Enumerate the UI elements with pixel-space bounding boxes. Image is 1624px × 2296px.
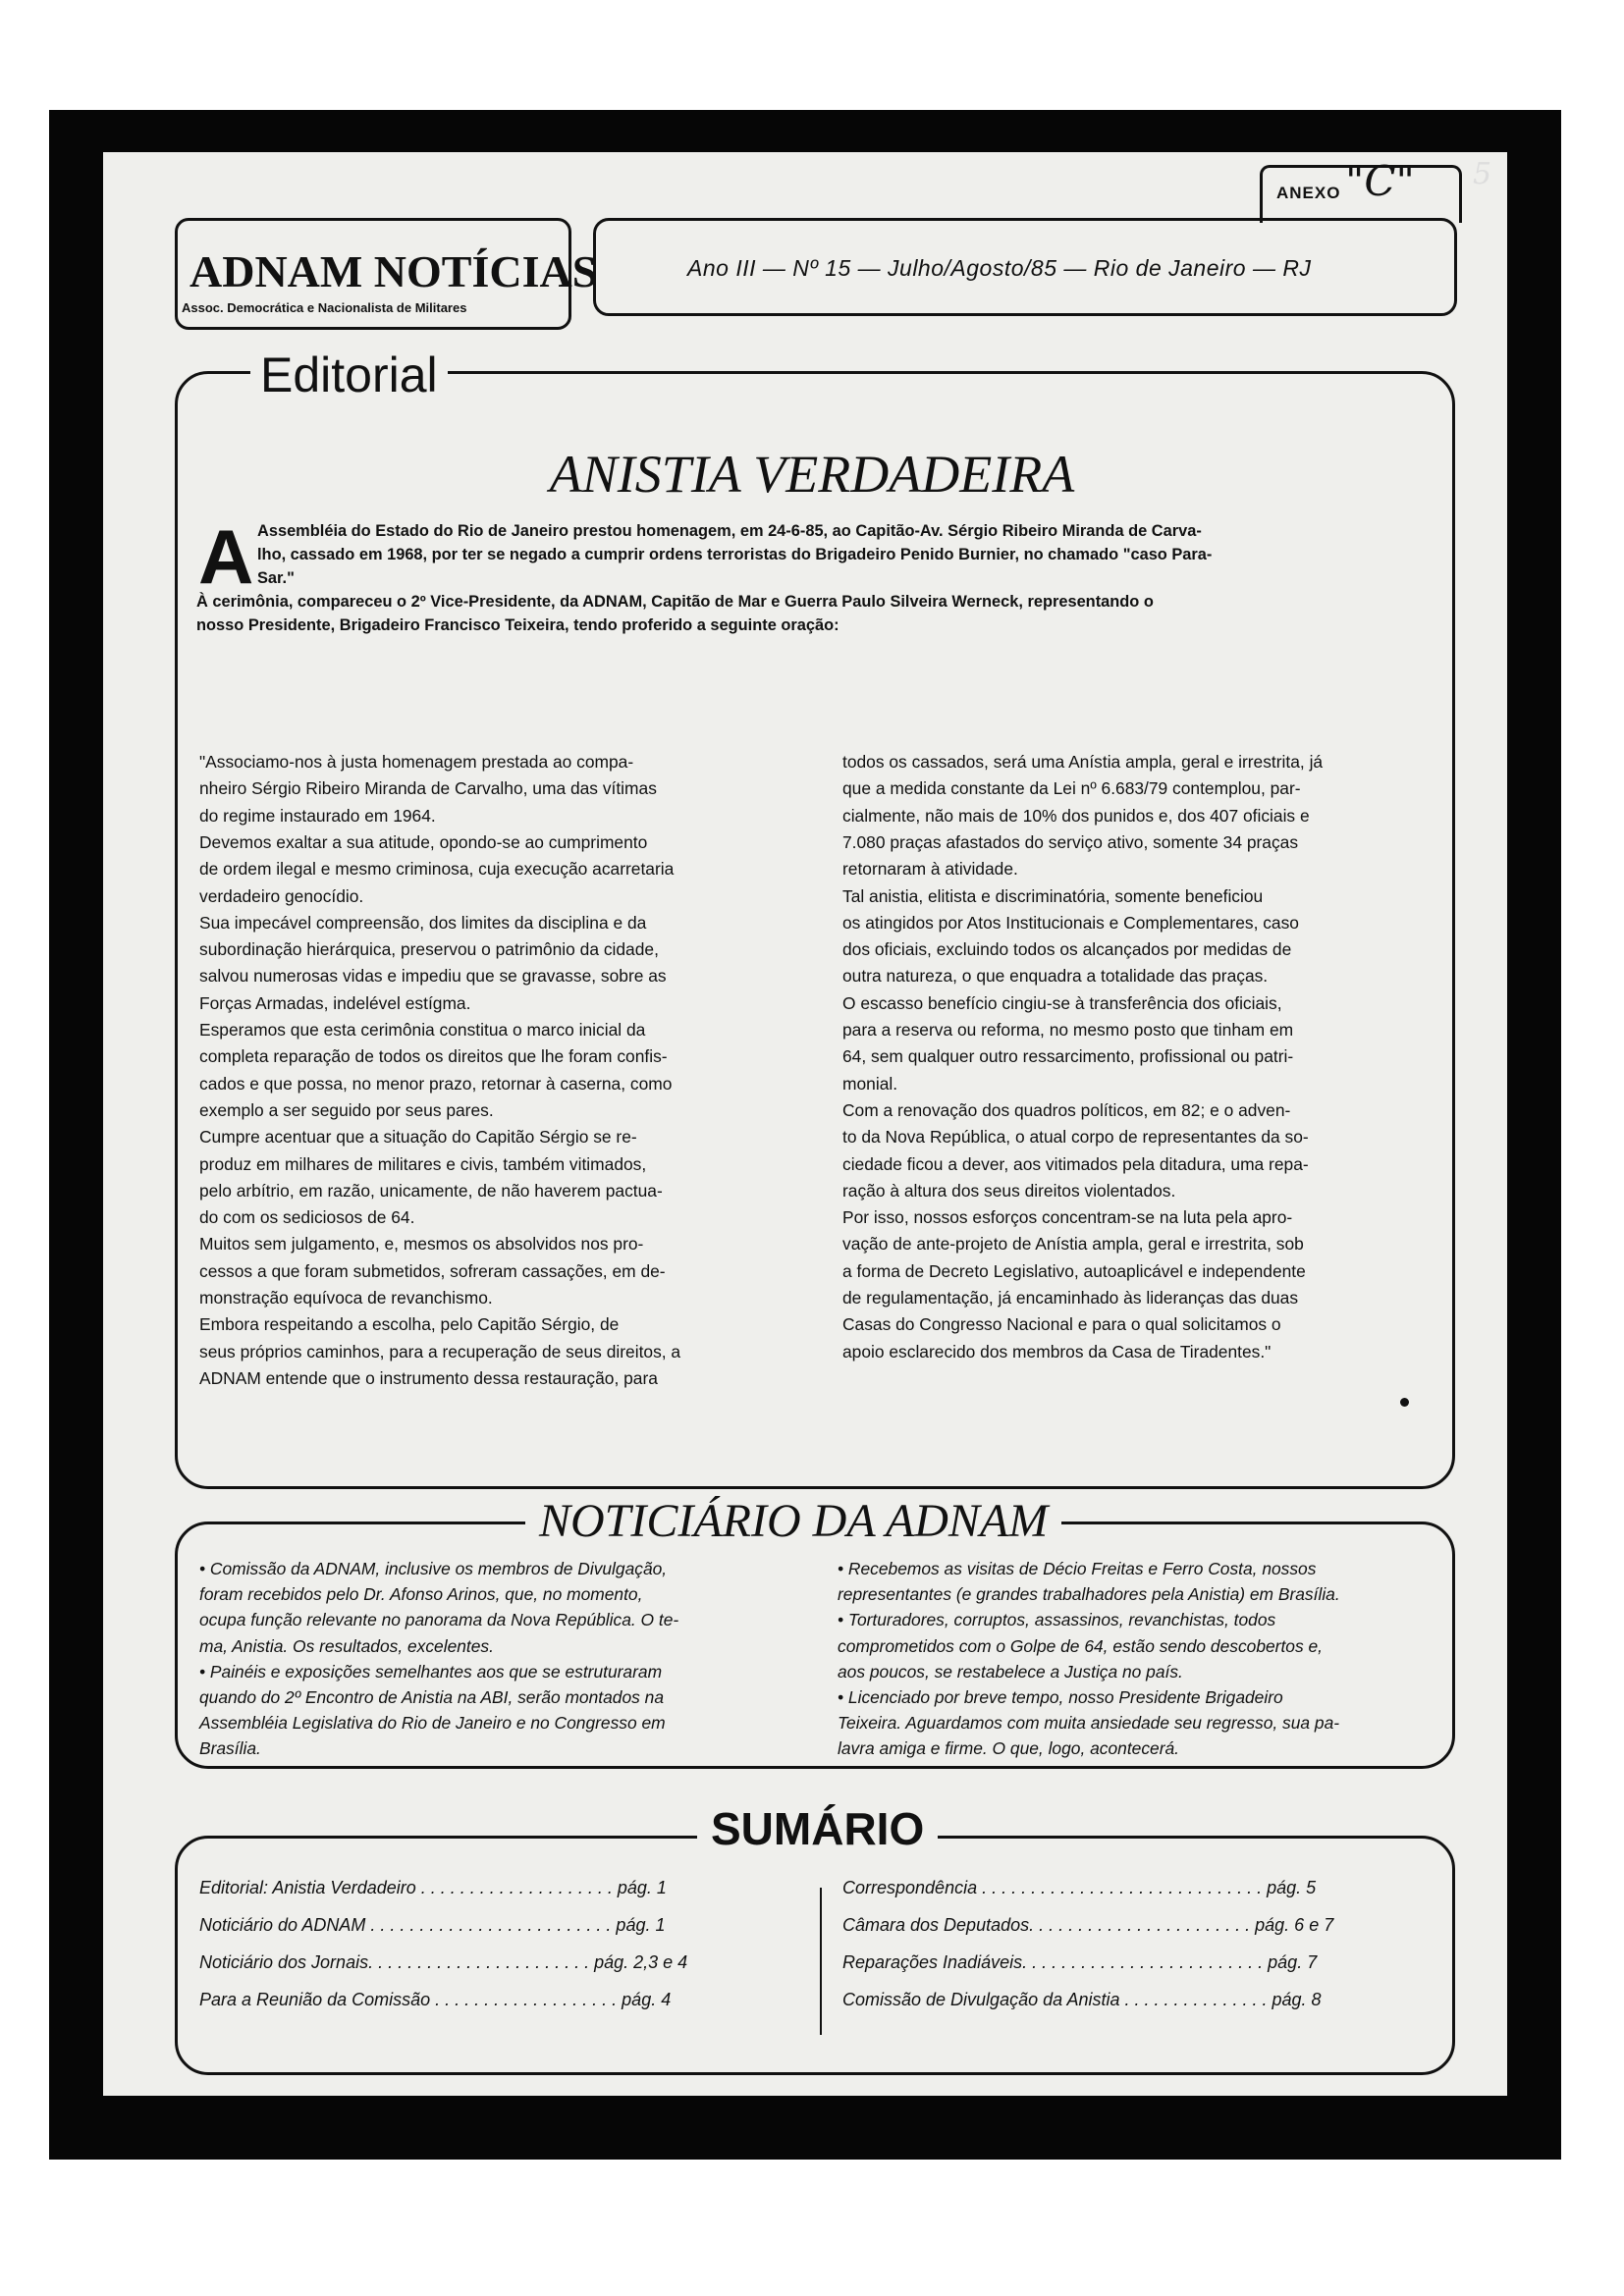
text-line: Para a Reunião da Comissão . . . . . . . . . . . . . . . . . . . pág. 4 <box>199 1990 672 2009</box>
text-line: cialmente, não mais de 10% dos punidos e, dos 407 oficiais e <box>842 805 1310 826</box>
text-line: ocupa função relevante no panorama da Nova República. O te- <box>199 1610 679 1630</box>
text-line: Brasília. <box>199 1738 261 1759</box>
text-line: do com os sediciosos de 64. <box>199 1207 415 1228</box>
text-line: to da Nova República, o atual corpo de representantes da so- <box>842 1127 1309 1148</box>
logo-subtitle: Assoc. Democrática e Nacionalista de Militares <box>182 300 467 315</box>
text-line: Assembléia do Estado do Rio de Janeiro prestou homenagem, em 24-6-85, ao Capitão-Av. Sérgio Ribeiro Miranda de Carva- <box>257 522 1202 540</box>
text-line: os atingidos por Atos Institucionais e Complementares, caso <box>842 912 1299 933</box>
sumario-title: SUMÁRIO <box>697 1802 938 1855</box>
text-line: para a reserva ou reforma, no mesmo posto que tinham em <box>842 1020 1294 1040</box>
text-line: subordinação hierárquica, preservou o patrimônio da cidade, <box>199 939 659 960</box>
text-line: nosso Presidente, Brigadeiro Francisco Teixeira, tendo proferido a seguinte oração: <box>196 616 839 634</box>
text-line: dos oficiais, excluindo todos os alcançados por medidas de <box>842 939 1292 960</box>
text-line: vação de ante-projeto de Anístia ampla, geral e irrestrita, sob <box>842 1234 1304 1255</box>
text-line: quando do 2º Encontro de Anistia na ABI, serão montados na <box>199 1687 664 1707</box>
text-line: aos poucos, se restabelece a Justiça no país. <box>838 1661 1183 1682</box>
text-line: Sar." <box>257 569 295 587</box>
handwritten-page-number: 5 <box>1473 157 1492 191</box>
text-line: Comissão de Divulgação da Anistia . . . . . . . . . . . . . . . pág. 8 <box>842 1990 1322 2009</box>
text-line: apoio esclarecido dos membros da Casa de Tiradentes." <box>842 1341 1272 1362</box>
text-line: ração à altura dos seus direitos violentados. <box>842 1180 1176 1201</box>
text-line: Cumpre acentuar que a situação do Capitão Sérgio se re- <box>199 1127 637 1148</box>
editorial-section-label: Editorial <box>250 347 448 403</box>
text-line: nheiro Sérgio Ribeiro Miranda de Carvalho, uma das vítimas <box>199 778 657 799</box>
text-line: ADNAM entende que o instrumento dessa restauração, para <box>199 1367 658 1388</box>
issue-info: Ano III — Nº 15 — Julho/Agosto/85 — Rio de Janeiro — RJ <box>687 255 1312 281</box>
text-line: • Recebemos as visitas de Décio Freitas e Ferro Costa, nossos <box>838 1559 1317 1578</box>
text-line: retornaram à atividade. <box>842 859 1018 880</box>
text-line: verdadeiro genocídio. <box>199 885 364 906</box>
text-line: exemplo a ser seguido por seus pares. <box>199 1099 494 1120</box>
text-line: 7.080 praças afastados do serviço ativo, somente 34 praças <box>842 831 1299 852</box>
text-line: cados e que possa, no menor prazo, retornar à caserna, como <box>199 1073 673 1094</box>
text-line: Reparações Inadiáveis. . . . . . . . . . . . . . . . . . . . . . . . . pág. 7 <box>842 1952 1318 1972</box>
text-line: • Comissão da ADNAM, inclusive os membros de Divulgação, <box>199 1559 668 1578</box>
text-line: representantes (e grandes trabalhadores pela Anistia) em Brasília. <box>838 1584 1340 1605</box>
text-line: monial. <box>842 1073 898 1094</box>
text-line: Com a renovação dos quadros políticos, em 82; e o adven- <box>842 1099 1291 1120</box>
text-line: Embora respeitando a escolha, pelo Capitão Sérgio, de <box>199 1314 620 1335</box>
text-line: monstração equívoca de revanchismo. <box>199 1288 493 1308</box>
end-bullet <box>1400 1398 1409 1407</box>
text-line: produz em milhares de militares e civis, também vitimados, <box>199 1153 647 1174</box>
text-line: Esperamos que esta cerimônia constitua o marco inicial da <box>199 1020 646 1040</box>
text-line: • Licenciado por breve tempo, nosso Presidente Brigadeiro <box>838 1687 1283 1707</box>
text-line: comprometidos com o Golpe de 64, estão sendo descobertos e, <box>838 1635 1323 1656</box>
text-line: Tal anistia, elitista e discriminatória, somente beneficiou <box>842 885 1264 906</box>
text-line: Câmara dos Deputados. . . . . . . . . . . . . . . . . . . . . . . pág. 6 e 7 <box>842 1915 1334 1935</box>
text-line: seus próprios caminhos, para a recuperação de seus direitos, a <box>199 1341 681 1362</box>
text-line: O escasso benefício cingiu-se à transferência dos oficiais, <box>842 992 1282 1013</box>
text-line: ma, Anistia. Os resultados, excelentes. <box>199 1635 494 1656</box>
annex-handwritten-mark: "C" <box>1345 157 1415 205</box>
text-line: Teixeira. Aguardamos com muita ansiedade seu regresso, sua pa- <box>838 1713 1340 1734</box>
text-line: do regime instaurado em 1964. <box>199 805 436 826</box>
text-line: de regulamentação, já encaminhado às lideranças das duas <box>842 1288 1299 1308</box>
text-line: Por isso, nossos esforços concentram-se na luta pela apro- <box>842 1207 1293 1228</box>
text-line: pelo arbítrio, em razão, unicamente, de não haverem pactua- <box>199 1180 663 1201</box>
drop-cap: A <box>198 513 254 600</box>
noticiario-title: NOTICIÁRIO DA ADNAM <box>525 1494 1061 1548</box>
text-line: • Painéis e exposições semelhantes aos que se estruturaram <box>199 1661 663 1682</box>
text-line: Muitos sem julgamento, e, mesmos os absolvidos nos pro- <box>199 1234 644 1255</box>
text-line: Editorial: Anistia Verdadeiro . . . . . . . . . . . . . . . . . . . . pág. 1 <box>199 1878 667 1897</box>
text-line: "Associamo-nos à justa homenagem prestada ao compa- <box>199 752 634 772</box>
text-line: salvou numerosas vidas e impediu que se gravasse, sobre as <box>199 966 667 987</box>
text-line: que a medida constante da Lei nº 6.683/79 contemplou, par- <box>842 778 1301 799</box>
text-line: de ordem ilegal e mesmo criminosa, cuja execução acarretaria <box>199 859 675 880</box>
text-line: lho, cassado em 1968, por ter se negado a cumprir ordens terroristas do Brigadeiro Penido Burnier, no chamado "caso Para- <box>257 546 1213 563</box>
logo-title: ADNAM NOTÍCIAS <box>189 246 598 296</box>
text-line: lavra amiga e firme. O que, logo, acontecerá. <box>838 1738 1179 1759</box>
text-line: outra natureza, o que enquadra a totalidade das praças. <box>842 966 1269 987</box>
text-line: Casas do Congresso Nacional e para o qual solicitamos o <box>842 1314 1281 1335</box>
text-line: Noticiário do ADNAM . . . . . . . . . . . . . . . . . . . . . . . . . pág. 1 <box>199 1915 666 1935</box>
text-line: Noticiário dos Jornais. . . . . . . . . . . . . . . . . . . . . . . pág. 2,3 e 4 <box>199 1952 688 1972</box>
text-line: ciedade ficou a dever, aos vitimados pela ditadura, uma repa- <box>842 1153 1309 1174</box>
text-line: a forma de Decreto Legislativo, autoaplicável e independente <box>842 1260 1306 1281</box>
editorial-headline: ANISTIA VERDADEIRA <box>549 445 1075 504</box>
text-line: Correspondência . . . . . . . . . . . . . . . . . . . . . . . . . . . . . pág. 5 <box>842 1878 1317 1897</box>
text-line: completa reparação de todos os direitos que lhe foram confis- <box>199 1046 668 1067</box>
text-line: • Torturadores, corruptos, assassinos, revanchistas, todos <box>838 1610 1276 1630</box>
text-line: Forças Armadas, indelével estígma. <box>199 992 471 1013</box>
text-line: Sua impecável compreensão, dos limites da disciplina e da <box>199 912 647 933</box>
text-line: À cerimônia, compareceu o 2º Vice-Presidente, da ADNAM, Capitão de Mar e Guerra Paulo Silveira Werneck, representando o <box>196 593 1154 611</box>
text-line: todos os cassados, será uma Anístia ampla, geral e irrestrita, já <box>842 752 1324 772</box>
text-line: 64, sem qualquer outro ressarcimento, profissional ou patri- <box>842 1046 1294 1067</box>
text-line: Devemos exaltar a sua atitude, opondo-se ao cumprimento <box>199 831 648 852</box>
text-line: foram recebidos pelo Dr. Afonso Arinos, que, no momento, <box>199 1584 643 1605</box>
text-line: cessos a que foram submetidos, sofreram cassações, em de- <box>199 1260 666 1281</box>
text-line: Assembléia Legislativa do Rio de Janeiro e no Congresso em <box>199 1713 666 1734</box>
sumario-divider <box>820 1888 822 2035</box>
annex-label: ANEXO <box>1276 184 1341 202</box>
